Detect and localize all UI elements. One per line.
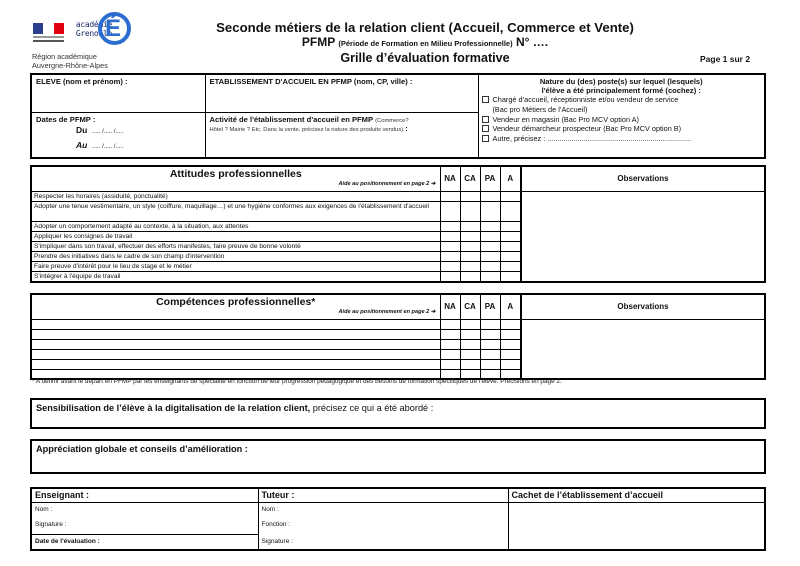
col-ca: CA xyxy=(460,294,480,319)
enseignant-signature-field[interactable]: Signature : xyxy=(31,518,258,535)
republique-francaise-flag-icon xyxy=(33,23,64,34)
tuteur-signature-field[interactable]: Signature : xyxy=(258,535,508,550)
region-label: Région académique Auvergne-Rhône-Alpes xyxy=(32,52,108,70)
col-ca: CA xyxy=(460,166,480,191)
digitalisation-field[interactable]: Sensibilisation de l’élève à la digitalisation de la relation client, précisez ce qui a été abordé : xyxy=(30,398,766,429)
eleve-field[interactable]: ELEVE (nom et prénom) : xyxy=(31,74,205,112)
etablissement-field[interactable]: ETABLISSEMENT D'ACCUEIL EN PFMP (nom, CP, ville) : xyxy=(205,74,478,112)
table-row: S'intégrer à l'équipe de travail xyxy=(31,271,765,282)
table-row xyxy=(31,319,765,329)
nature-option-demarcheur[interactable]: Vendeur démarcheur prospecteur (Bac Pro MCV option B) xyxy=(482,124,762,134)
attitudes-observations[interactable] xyxy=(521,191,765,282)
nature-poste-cell: Nature du (des) poste(s) sur lequel (lesquels) l'élève a été principalement formé (cochez) : Chargé d’accueil, réceptionniste et/ou vendeur de service (Bac pro Métiers de l’Accueil) Vendeur en magasin (Bac Pro MCV option A) Vendeur démarcheur prospecteur (Bac Pro MCV option B) Autre, précisez : ....................................................................... xyxy=(478,74,765,158)
title-line-1: Seconde métiers de la relation client (Accueil, Commerce et Vente) xyxy=(216,20,634,35)
checkbox-icon[interactable] xyxy=(482,135,489,142)
col-pa: PA xyxy=(480,166,500,191)
table-row: Prendre des initiatives dans le cadre de son champ d'intervention xyxy=(31,251,765,261)
col-na: NA xyxy=(440,166,460,191)
checkbox-icon[interactable] xyxy=(482,116,489,123)
competences-footnote: * A définir avant le départ en PFMP par les enseignants de spécialité en fonction de leur progression pédagogique et des besoins de formation spécifiques de l'élève. Précisions en page 2. xyxy=(32,378,562,385)
academie-logo xyxy=(30,10,140,70)
tuteur-fonction-field[interactable]: Fonction : xyxy=(258,518,508,535)
tuteur-nom-field[interactable]: Nom : xyxy=(258,503,508,518)
cachet-field[interactable] xyxy=(508,503,765,550)
tuteur-header: Tuteur : xyxy=(258,488,508,503)
col-a: A xyxy=(500,294,521,319)
col-na: NA xyxy=(440,294,460,319)
academie-name: académie Grenoble xyxy=(75,20,112,38)
signatures-table xyxy=(30,487,766,551)
attitudes-header: Attitudes professionnelles Aide au positionnement en page 2 ➔ xyxy=(31,166,440,191)
checkbox-icon[interactable] xyxy=(482,96,489,103)
title-line-2: PFMP (Période de Formation en Milieu Professionnelle) N° …. xyxy=(301,35,549,49)
activite-field[interactable]: Activité de l'établissement d'accueil en PFMP (Commerce? Hôtel ? Mairie ? Etc. Dans la vente, précisez la nature des produits vendus) : xyxy=(205,112,478,158)
student-info-table xyxy=(30,73,766,159)
competences-header: Compétences professionnelles* Aide au positionnement en page 2 ➔ xyxy=(31,294,440,319)
table-row: Respecter les horaires (assiduité, ponctualité) xyxy=(31,191,765,201)
cachet-header: Cachet de l’établissement d’accueil xyxy=(508,488,765,503)
title-line-3: Grille d’évaluation formative xyxy=(340,51,510,65)
enseignant-header: Enseignant : xyxy=(31,488,258,503)
table-row: Appliquer les consignes de travail xyxy=(31,231,765,241)
nature-option-autre[interactable]: Autre, précisez : ....................................................................... xyxy=(482,134,762,144)
page-number: Page 1 sur 2 xyxy=(700,54,751,64)
document-title xyxy=(200,20,650,66)
checkbox-icon[interactable] xyxy=(482,125,489,132)
nature-option-accueil[interactable]: Chargé d’accueil, réceptionniste et/ou vendeur de service xyxy=(482,95,762,105)
observations-header: Observations xyxy=(521,166,765,191)
dates-pfmp-field[interactable]: Dates de PFMP : Du ..... /..... /..... Au ..... /..... /..... xyxy=(31,112,205,158)
emblem-letter: É xyxy=(105,15,122,42)
competences-observations[interactable] xyxy=(521,319,765,379)
col-pa: PA xyxy=(480,294,500,319)
date-evaluation-field[interactable]: Date de l'évaluation : xyxy=(31,535,258,550)
table-row: Adopter un comportement adapté au contexte, à la situation, aux attentes xyxy=(31,221,765,231)
table-row: S'impliquer dans son travail, effectuer des efforts manifestes, faire preuve de bonne volonté xyxy=(31,241,765,251)
table-row: Faire preuve d'intérêt pour le lieu de stage et le métier xyxy=(31,261,765,271)
table-row: Adopter une tenue vestimentaire, un style (coiffure, maquillage…) et une hygiène conformes aux exigences de l'établissement d'accueil xyxy=(31,201,765,221)
appreciation-field[interactable]: Appréciation globale et conseils d’amélioration : xyxy=(30,439,766,474)
attitudes-table xyxy=(30,165,766,283)
competences-table xyxy=(30,293,766,380)
nature-option-magasin[interactable]: Vendeur en magasin (Bac Pro MCV option A) xyxy=(482,115,762,125)
observations-header: Observations xyxy=(521,294,765,319)
col-a: A xyxy=(500,166,521,191)
enseignant-nom-field[interactable]: Nom : xyxy=(31,503,258,518)
